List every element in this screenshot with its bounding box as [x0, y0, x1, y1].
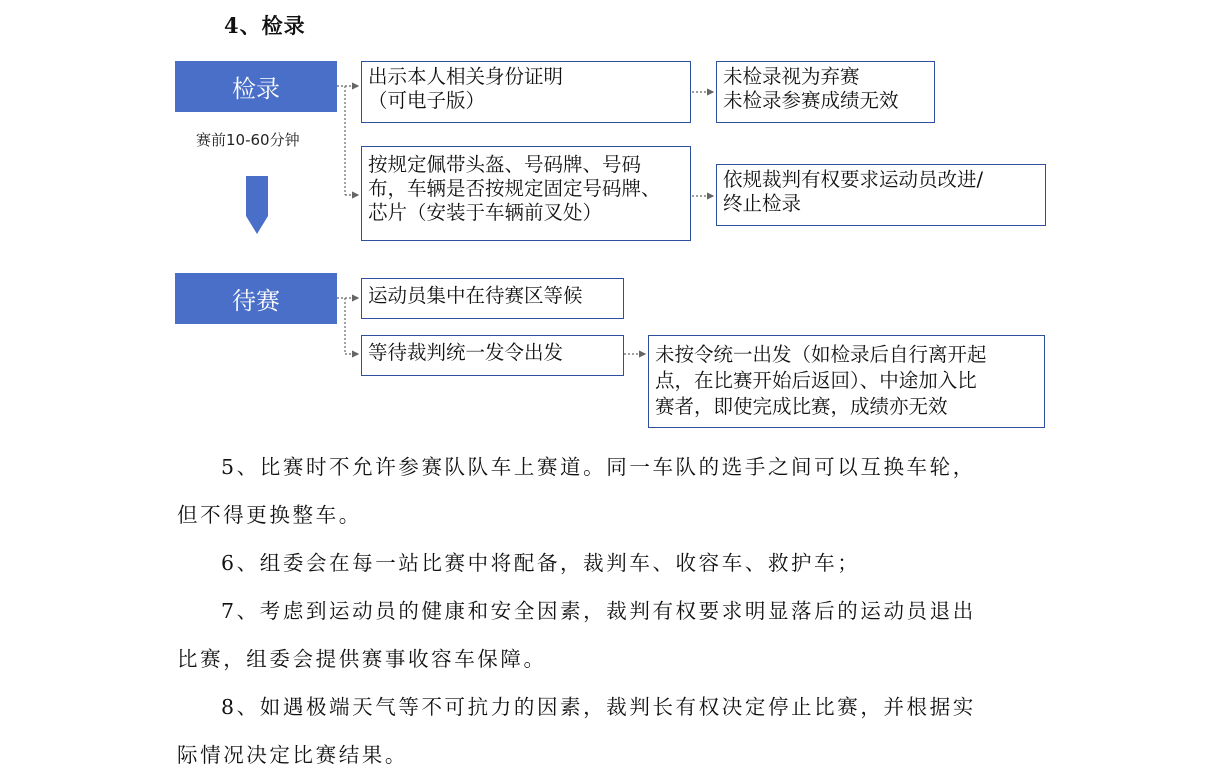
paragraph-line: 际情况决定比赛结果。	[177, 743, 408, 767]
stage-down-arrow	[246, 176, 268, 234]
box-waiting-area	[361, 278, 624, 319]
paragraph-6	[177, 539, 1047, 587]
box-violation	[648, 335, 1045, 428]
section-heading: 4、检录	[224, 13, 306, 38]
box-line: （可电子版）	[368, 89, 486, 112]
paragraph-line: 5、比赛时不允许参赛队队车上赛道。同一车队的选手之间可以互换车轮，	[221, 455, 976, 479]
box-line: 未按令统一出发（如检录后自行离开起	[655, 343, 987, 366]
box-line: 按规定佩带头盔、号码牌、号码	[368, 153, 642, 176]
box-equipment	[361, 146, 691, 241]
paragraph-line: 但不得更换整车。	[177, 503, 362, 527]
box-line: 赛者，即使完成比赛，成绩亦无效	[655, 395, 948, 418]
box-line: 出示本人相关身份证明	[368, 65, 564, 88]
rules-paragraphs	[177, 443, 1047, 779]
box-no-checkin	[716, 61, 935, 123]
box-line: 依规裁判有权要求运动员改进/	[723, 168, 984, 191]
paragraph-line: 6、组委会在每一站比赛中将配备，裁判车、收容车、救护车；	[221, 551, 861, 575]
box-start-signal	[361, 335, 624, 376]
paragraph-7	[177, 587, 1047, 683]
box-line: 布，车辆是否按规定固定号码牌、	[368, 177, 661, 200]
box-line: 芯片（安装于车辆前叉处）	[368, 201, 603, 224]
box-line: 终止检录	[723, 192, 802, 215]
paragraph-line: 8、如遇极端天气等不可抗力的因素，裁判长有权决定停止比赛，并根据实	[221, 695, 976, 719]
paragraph-line: 比赛，组委会提供赛事收容车保障。	[177, 647, 547, 671]
paragraph-5	[177, 443, 1047, 539]
box-line: 等待裁判统一发令出发	[368, 341, 564, 364]
box-line: 未检录参赛成绩无效	[723, 89, 899, 112]
stage-waiting: 待赛	[175, 273, 337, 324]
box-line: 运动员集中在待赛区等候	[368, 284, 583, 307]
box-line: 点，在比赛开始后返回）、中途加入比	[655, 369, 977, 392]
box-line: 未检录视为弃赛	[723, 65, 860, 88]
box-referee-improve	[716, 164, 1046, 226]
box-id-proof	[361, 61, 691, 123]
stage-checkin: 检录	[175, 61, 337, 112]
checkin-timing: 赛前10-60分钟	[196, 131, 300, 149]
paragraph-8	[177, 683, 1047, 779]
paragraph-line: 7、考虑到运动员的健康和安全因素，裁判有权要求明显落后的运动员退出	[221, 599, 976, 623]
